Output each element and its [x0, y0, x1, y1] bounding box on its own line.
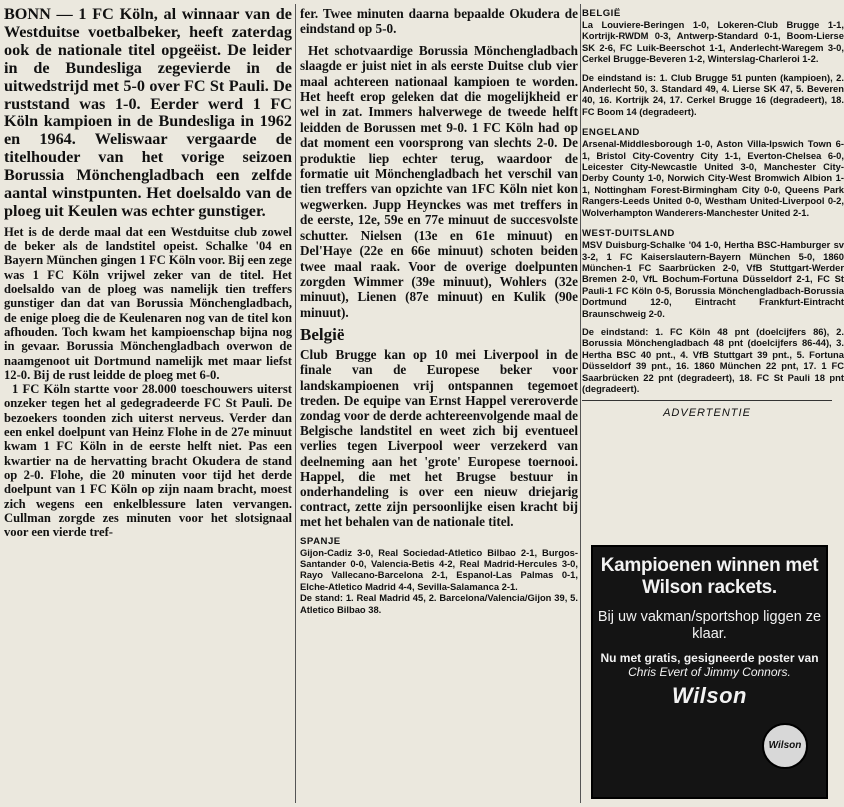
- ad-text: Bij uw vakman/sportshop liggen ze klaar.: [597, 609, 822, 642]
- column-rule: [295, 4, 296, 803]
- results-heading: ENGELAND: [582, 127, 640, 139]
- ad-text: Chris Evert of Jimmy Connors.: [628, 665, 791, 679]
- results-heading: SPANJE: [300, 535, 341, 547]
- article-paragraph: Het is de derde maal dat een Westduitse club zowel de beker als de landstitel opeist. Schalke '04 en Bayern München gingen 1 FC Köln voor. Bij een zege was 1 FC Köln vrijwel zeker van de titel. Het doelsaldo van de ploeg was namelijk tien treffers gunstiger dan dat van Borussia Mönchengladbach, de enige ploeg die de Keulenaren nog van de titel kon afhouden. Toch kwam het kampioenschap bijna nog in gevaar. Borussia Mönchengladbach overwon de naamgenoot uit Dortmund namelijk met maar liefst 12-0. Bij de rust leidde de ploeg met 6-0.: [4, 224, 292, 382]
- results-heading: WEST-DUITSLAND: [582, 228, 675, 240]
- divider: [582, 400, 832, 401]
- results-list: Gijon-Cadiz 3-0, Real Sociedad-Atletico Bilbao 2-1, Burgos-Santander 0-0, Valencia-Betis 4-2, Real Madrid-Hercules 3-0, Rayo Vallecano-Barcelona 2-1, Espanol-Las Palmas 0-1, Elche-Atletico Madrid 4-4, Sevilla-Salamanca 2-1.: [300, 546, 578, 592]
- article-lead: BONN — 1 FC Köln, al winnaar van de Westduitse voetbalbeker, heeft zaterdag ook de nationale titel opgeëist. De leider in de Bundesliga zegevierde in de uitwedstrijd met 5-0 over FC St Pauli. De ruststand was 1-0. Eerder werd 1 FC Köln kampioen in de Bundesliga in 1962 en 1964. Weliswaar vergaarde de titelhouder van het vorige seizoen Borussia Mönchengladbach een zelfde aantal winstpunten. Het doelsaldo van de ploeg uit Keulen was echter gunstiger.: [4, 5, 292, 220]
- standings: De stand: 1. Real Madrid 45, 2. Barcelona/Valencia/Gijon 39, 5. Atletico Bilbao 38.: [300, 592, 578, 615]
- results-list: La Louviere-Beringen 1-0, Lokeren-Club Brugge 1-1, Kortrijk-RWDM 0-3, Antwerp-Standard 0-1, Boom-Lierse SK 2-6, FC Luik-Beerschot 1-1, Anderlecht-Waregem 3-0, Cerkel Brugge-Beveren 1-2, Winterslag-Charleroi 1-2.: [582, 19, 844, 65]
- standings: De eindstand: 1. FC Köln 48 pnt (doelcijfers 86), 2. Borussia Mönchengladbach 48 pnt (doelcijfers 86-44), 3. Hertha BSC 40 pnt., 4. VfB Stuttgart 39 pnt., 5. Fortuna Düsseldorf 39 pnt., 16. 1860 München 22 pnt, 17. 1 FC Saarbrücken 22 pnt (degradeert), 18. FC St Pauli 18 pnt (degradeert).: [582, 325, 844, 394]
- ad-text: Nu met gratis, gesigneerde poster van: [600, 651, 819, 665]
- results-heading: BELGIË: [582, 8, 621, 19]
- column-2: [300, 0, 578, 615]
- results-list: MSV Duisburg-Schalke '04 1-0, Hertha BSC-Hamburger sv 3-2, 1 FC Kaiserslautern-Bayern München 5-0, 1860 München-1 FC Saarbrücken 2-0, VfB Stuttgart-Werder Bremen 2-0, VfL Bochum-Fortuna Düsseldorf 2-1, FC St Pauli-1 FC Köln 0-5, Borussia Mönchengladbach-Borussia Dortmund 12-0, Eintracht Frankfurt-Eintracht Braunschweig 2-0.: [582, 239, 844, 319]
- results-list: Arsenal-Middlesborough 1-0, Aston Villa-Ipswich Town 6-1, Bristol City-Coventry City 1-1, Everton-Chelsea 6-0, Leicester City-Newcastle United 3-0, Manchester City-Derby County 1-0, Norwich City-West Bromwich Albion 1-1, Nottingham Forest-Birmingham City 0-0, Queens Park Rangers-Leeds United 0-0, Westham United-Liverpool 0-2, Wolverhampton Wanderers-Manchester United 2-1.: [582, 138, 844, 218]
- ad-headline: Kampioenen winnen met Wilson rackets.: [600, 555, 819, 598]
- wilson-advertisement: [591, 545, 828, 799]
- tennis-ball-icon: Wilson: [762, 723, 808, 769]
- article-paragraph: fer. Twee minuten daarna bepaalde Okudera de eindstand op 5-0.: [300, 6, 578, 37]
- article-paragraph: 1 FC Köln startte voor 28.000 toeschouwers uiterst onzeker tegen het al gedegradeerde FC St Pauli. De bezoekers toonden zich uiterst nerveus. Verder dan een enkel doelpunt van Heinz Flohe in de 27e minuut kwam 1 FC Köln in de eerste helft niet. Pas een kwartier na de hervatting bracht Okudera de stand op 2-0. Flohe, die 20 minuten voor tijd het derde doelpunt van 1 FC Köln op zijn naam bracht, moest zich wegens een enkelblessure laten vervangen. Cullman zorgde zes minuten voor het slotsignaal voor een vierde tref-: [4, 382, 292, 540]
- column-1: [4, 0, 292, 539]
- standings: De eindstand is: 1. Club Brugge 51 punten (kampioen), 2. Anderlecht 50, 3. Standard 49, 4. Lierse SK 47, 5. Beveren 40, 16. Kortrijk 24, 17. Cerkel Brugge 16 (degradeert), 18. FC Boom 14 (degradeert).: [582, 71, 844, 117]
- section-heading: België: [300, 325, 345, 345]
- article-paragraph: Club Brugge kan op 10 mei Liverpool in de finale van de Europese beker voor landskampioenen vrij ontspannen tegemoet treden. De equipe van Ernst Happel vereroverde zondag voor de derde achtereenvolgende maal de Belgische landstitel en weet zich bij eventueel verlies tegen Liverpool weer verzekerd van deelneming aan het 'grote' Europese toernooi. Happel, die met het Brugse bestuur in onderhandeling is over een nieuw driejarig contract, zette zijn persoonlijke eisen kracht bij met het behalen van de nationale titel.: [300, 347, 578, 530]
- column-3: [582, 0, 844, 423]
- article-paragraph: Het schotvaardige Borussia Mönchengladbach slaagde er juist niet in als eerste Duitse club vier maal achtereen nationaal kampioen te worden. Het heeft erop geleken dat die mogelijkheid er wel in zat. Immers halverwege de tweede helft leidden de Borussen met 9-0. 1 FC Köln had op dat moment een voorsprong van slechts 2-0. De produktie liep echter terug, waardoor de formatie uit Mönchengladbach het verschil van tien treffers van opzichte van 1FC Köln niet kon wegwerken. Jupp Heynckes was met treffers in de eerste, 12e, 59e en 77e minuut de succesvolste schutter. Nielsen (13e en 61e minuut) en Del'Haye (22e en 66e minuut) schoten beiden twee maal raak. Voor de overige doelpunten zorgden Wimmer (39e minuut), Wohlers (32e minuut), Lienen (87e minuut) en Kulik (90e minuut).: [300, 42, 578, 320]
- wilson-logo: Wilson: [672, 683, 747, 708]
- column-rule: [580, 4, 581, 803]
- advert-label: ADVERTENTIE: [663, 407, 751, 420]
